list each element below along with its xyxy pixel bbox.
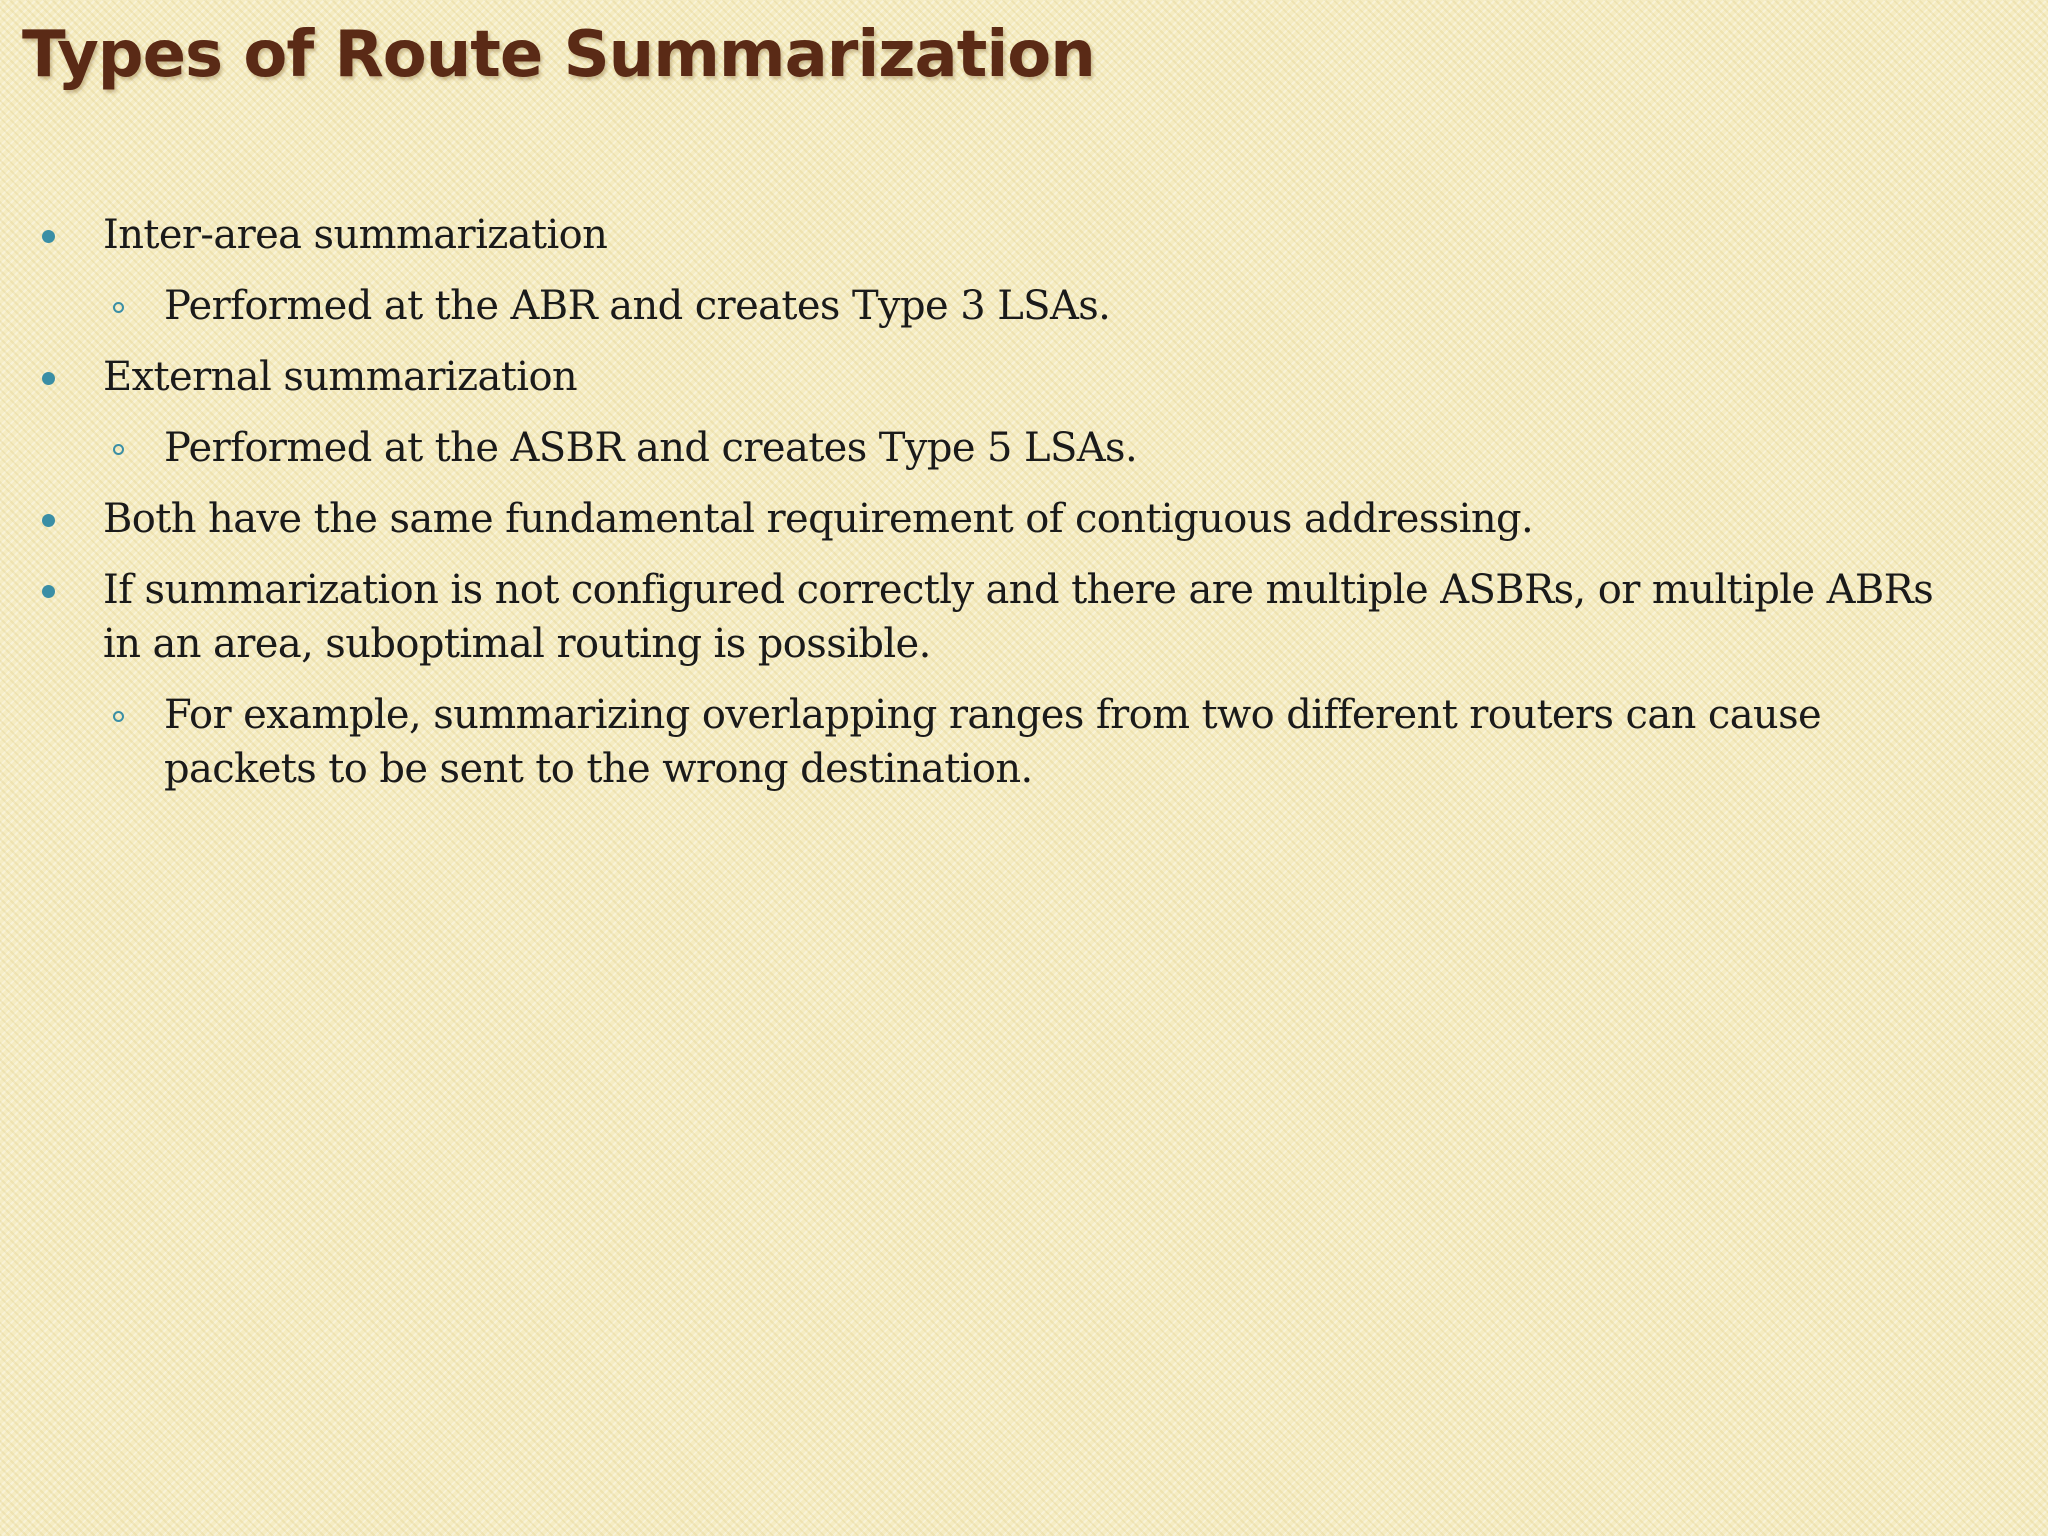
bullet-list bbox=[0, 208, 2048, 813]
bullet-text: If summarization is not configured correctly and there are multiple ASBRs, or multiple ABRs in an area, suboptimal routing is possible. bbox=[103, 567, 1934, 667]
bullet-text: External summarization bbox=[103, 354, 578, 400]
sub-bullet-example bbox=[0, 688, 1964, 796]
bullet-text: Performed at the ASBR and creates Type 5 LSAs. bbox=[164, 425, 1138, 471]
bullet-dot-icon bbox=[42, 585, 55, 598]
bullet-inter-area bbox=[0, 208, 1963, 262]
bullet-circle-icon bbox=[113, 444, 124, 455]
sub-bullet-abr bbox=[0, 279, 1964, 333]
bullet-text: Both have the same fundamental requirement of contiguous addressing. bbox=[103, 496, 1534, 542]
bullet-circle-icon bbox=[113, 302, 124, 313]
bullet-contiguous-addressing bbox=[0, 492, 1963, 546]
bullet-suboptimal-routing bbox=[0, 563, 1963, 671]
bullet-circle-icon bbox=[113, 711, 124, 722]
bullet-dot-icon bbox=[42, 230, 55, 243]
sub-bullet-asbr bbox=[0, 421, 1964, 475]
bullet-text: Inter-area summarization bbox=[103, 212, 608, 258]
bullet-dot-icon bbox=[42, 514, 55, 527]
bullet-text: For example, summarizing overlapping ranges from two different routers can cause packets to be sent to the wrong destination. bbox=[164, 692, 1822, 792]
slide-title: Types of Route Summarization bbox=[22, 18, 1095, 92]
bullet-dot-icon bbox=[42, 372, 55, 385]
bullet-text: Performed at the ABR and creates Type 3 LSAs. bbox=[164, 283, 1111, 329]
bullet-external bbox=[0, 350, 1963, 404]
